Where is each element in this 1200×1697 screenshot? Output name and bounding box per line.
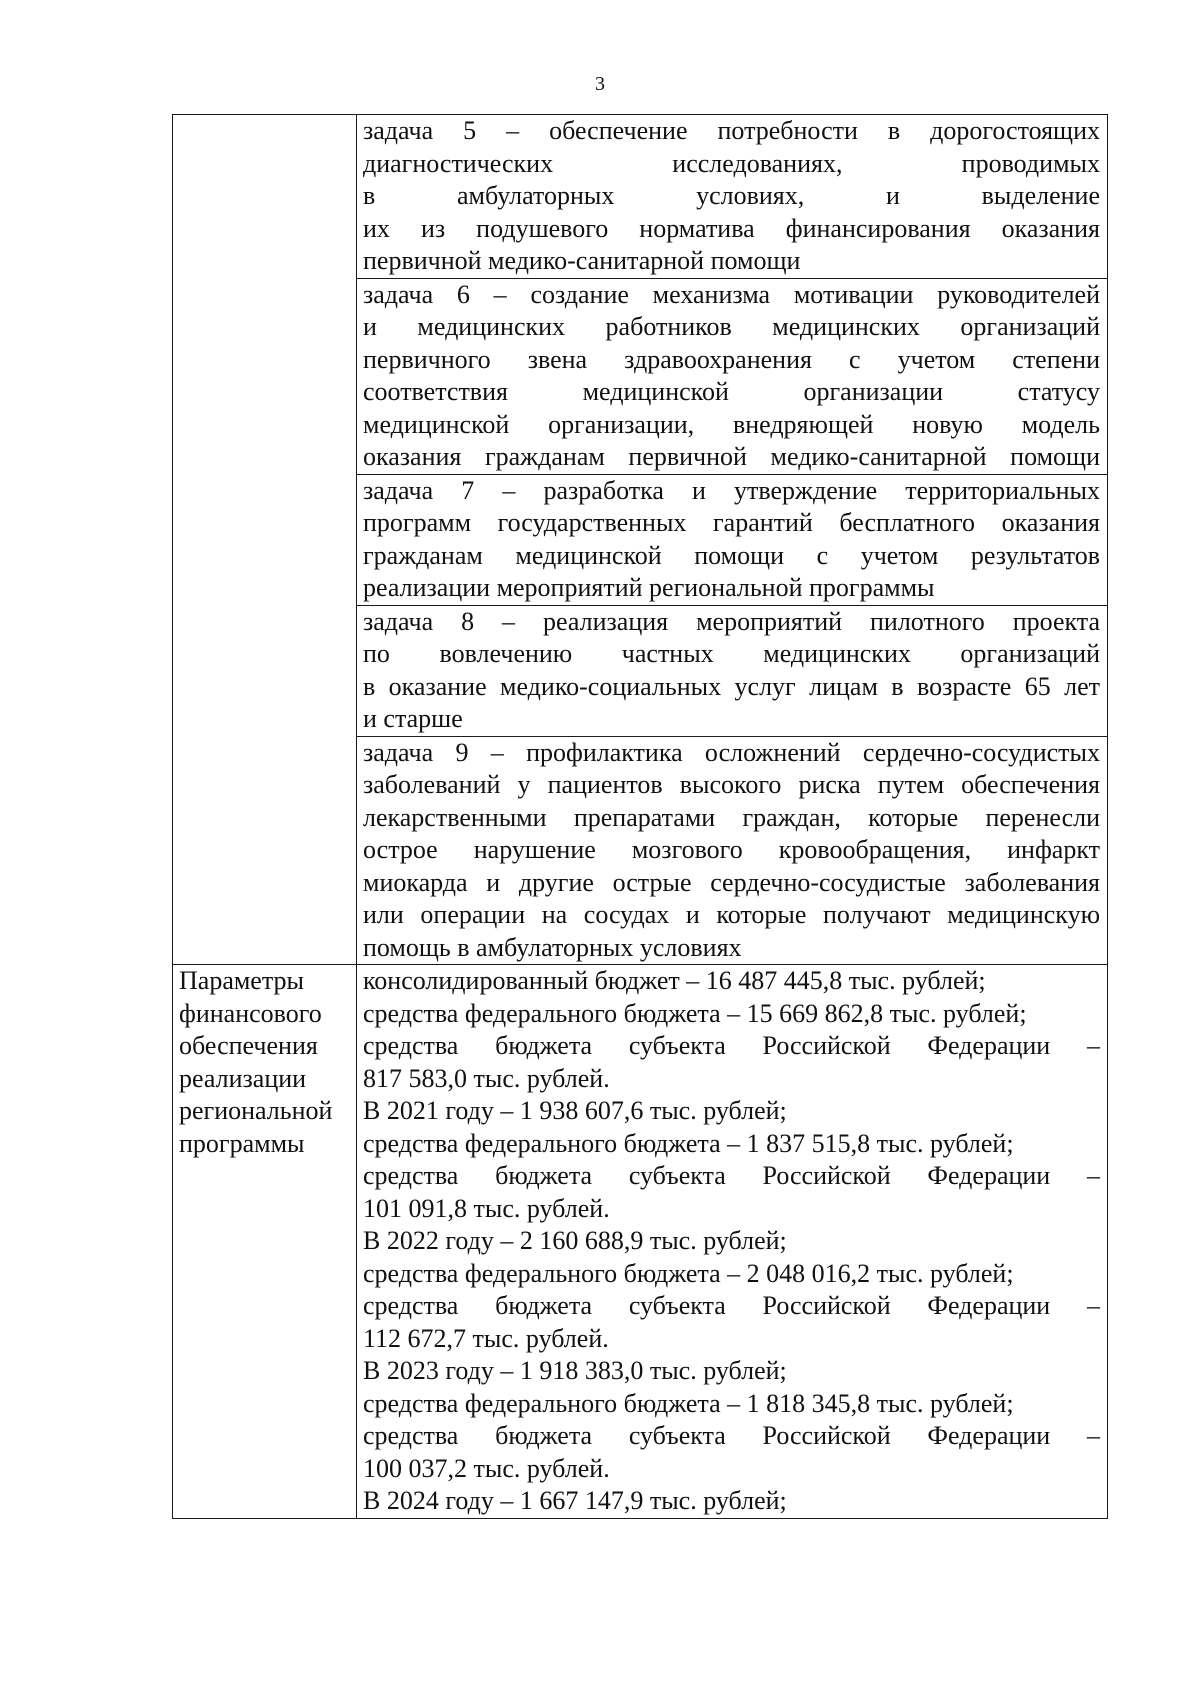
- task-7-cell: [357, 474, 1108, 605]
- task-6-cell: [357, 278, 1108, 474]
- task-line: соответствия медицинской организации статусу: [363, 377, 1100, 406]
- label-line: программы: [179, 1128, 305, 1158]
- table-row: [173, 115, 1108, 279]
- label-line: реализации: [179, 1063, 307, 1093]
- task-line: их из подушевого норматива финансирования оказания: [363, 213, 1100, 243]
- page-number: 3: [595, 73, 605, 95]
- label-line: финансового: [179, 998, 322, 1028]
- financing-line: В 2022 году – 2 160 688,9 тыс. рублей;: [363, 1226, 787, 1255]
- task-8-cell: [357, 605, 1108, 736]
- task-line: задача 6 – создание механизма мотивации руководителей: [363, 279, 1100, 309]
- financing-values-cell: [357, 965, 1108, 1519]
- task-line: в амбулаторных условиях, и выделение: [363, 181, 1100, 210]
- financing-label-cell: [173, 965, 357, 1519]
- task-line: задача 7 – разработка и утверждение территориальных: [363, 475, 1100, 505]
- task-line: и старше: [363, 704, 463, 733]
- financing-line: средства бюджета субъекта Российской Федерации –: [363, 1291, 1100, 1320]
- task-line: или операции на сосудах и которые получают медицинскую: [363, 900, 1100, 929]
- label-line: Параметры: [179, 966, 304, 995]
- task-line: задача 8 – реализация мероприятий пилотного проекта: [363, 606, 1100, 636]
- task-line: оказания гражданам первичной медико-санитарной помощи: [363, 442, 1100, 471]
- program-table: [172, 114, 1108, 1519]
- financing-line: В 2024 году – 1 667 147,9 тыс. рублей;: [363, 1486, 787, 1515]
- task-line: реализации мероприятий региональной программы: [363, 573, 935, 602]
- task-line: помощь в амбулаторных условиях: [363, 932, 742, 962]
- task-line: миокарда и другие острые сердечно-сосудистые заболевания: [363, 867, 1100, 897]
- task-line: и медицинских работников медицинских организаций: [363, 312, 1100, 341]
- financing-line: средства бюджета субъекта Российской Федерации –: [363, 1421, 1100, 1450]
- label-line: региональной: [179, 1096, 333, 1125]
- financing-line: средства бюджета субъекта Российской Федерации –: [363, 1031, 1100, 1060]
- task-line: первичной медико-санитарной помощи: [363, 246, 801, 275]
- task-line: заболеваний у пациентов высокого риска путем обеспечения: [363, 770, 1100, 799]
- financing-line: 112 672,7 тыс. рублей.: [363, 1323, 609, 1353]
- financing-line: консолидированный бюджет – 16 487 445,8 тыс. рублей;: [363, 966, 986, 995]
- task-line: первичного звена здравоохранения с учетом степени: [363, 344, 1100, 374]
- task-line: задача 9 – профилактика осложнений сердечно-сосудистых: [363, 737, 1100, 767]
- financing-line: средства федерального бюджета – 1 837 515,8 тыс. рублей;: [363, 1128, 1014, 1158]
- financing-line: средства федерального бюджета – 2 048 016,2 тыс. рублей;: [363, 1258, 1014, 1288]
- task-line: по вовлечению частных медицинских организаций: [363, 639, 1100, 668]
- financing-line: 101 091,8 тыс. рублей.: [363, 1193, 610, 1223]
- task-line: гражданам медицинской помощи с учетом результатов: [363, 540, 1100, 570]
- empty-label-cell: [173, 115, 357, 965]
- task-5-cell: [357, 115, 1108, 279]
- financing-line: средства федерального бюджета – 1 818 345,8 тыс. рублей;: [363, 1388, 1014, 1418]
- task-line: в оказание медико-социальных услуг лицам в возрасте 65 лет: [363, 671, 1100, 701]
- financing-line: 817 583,0 тыс. рублей.: [363, 1063, 610, 1093]
- task-line: задача 5 – обеспечение потребности в дорогостоящих: [363, 116, 1100, 145]
- task-line: лекарственными препаратами граждан, которые перенесли: [363, 802, 1100, 832]
- financing-line: 100 037,2 тыс. рублей.: [363, 1453, 610, 1483]
- label-line: обеспечения: [179, 1031, 318, 1060]
- task-line: медицинской организации, внедряющей новую модель: [363, 409, 1100, 439]
- task-line: программ государственных гарантий бесплатного оказания: [363, 508, 1100, 537]
- financing-line: средства бюджета субъекта Российской Федерации –: [363, 1161, 1100, 1190]
- task-9-cell: [357, 736, 1108, 965]
- task-line: диагностических исследованиях, проводимых: [363, 148, 1100, 178]
- task-line: острое нарушение мозгового кровообращения, инфаркт: [363, 835, 1100, 864]
- financing-line: средства федерального бюджета – 15 669 862,8 тыс. рублей;: [363, 998, 1027, 1028]
- financing-line: В 2021 году – 1 938 607,6 тыс. рублей;: [363, 1096, 787, 1125]
- table-row: [173, 965, 1108, 1519]
- financing-line: В 2023 году – 1 918 383,0 тыс. рублей;: [363, 1356, 787, 1385]
